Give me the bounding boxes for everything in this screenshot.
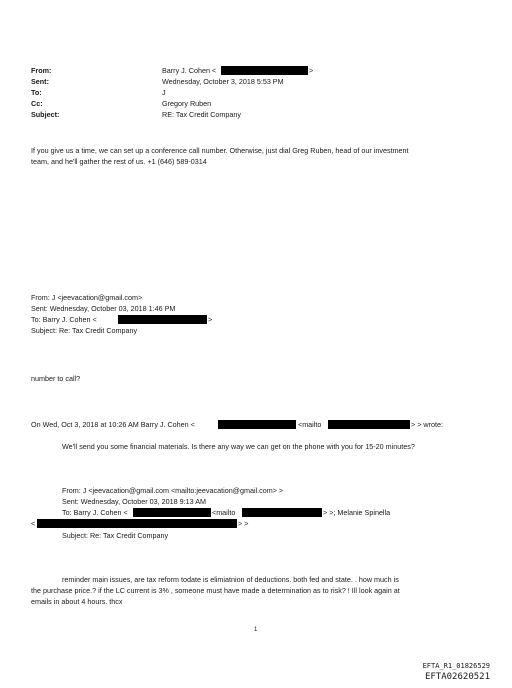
redaction-block <box>133 508 211 517</box>
body1-line1: If you give us a time, we can set up a conference call number. Otherwise, just dial Greg Ruben, head of our investment <box>31 146 409 155</box>
quoted2-mailto: <mailto <box>212 508 236 517</box>
body2-line3: emails in about 4 hours. thcx <box>31 597 123 606</box>
footer-id-1: EFTA_R1_01826529 <box>422 662 490 670</box>
quoted1-sent: Sent: Wednesday, October 03, 2018 1:46 PM <box>31 304 176 313</box>
page-number: 1 <box>254 627 258 633</box>
wrote-prefix: On Wed, Oct 3, 2018 at 10:26 AM Barry J. Cohen < <box>31 420 195 429</box>
body2-line2: the purchase price.? if the LC current is 3% , someone must have made a determination as to risk? ! Ill look again at <box>31 586 400 595</box>
wrote-suffix: > > wrote: <box>411 420 443 429</box>
redaction-block <box>242 508 322 517</box>
cc-label: Cc: <box>31 99 43 108</box>
quoted2-to-suffix: > >; Melanie Spinella <box>323 508 391 517</box>
from-label: From: <box>31 66 52 75</box>
cc-value: Gregory Ruben <box>162 99 212 108</box>
quoted1-to-end: > <box>208 315 213 324</box>
redaction-block <box>218 420 296 429</box>
redaction-block <box>328 420 410 429</box>
sent-value: Wednesday, October 3, 2018 5:53 PM <box>162 77 284 86</box>
redaction-block <box>221 66 308 75</box>
sent-label: Sent: <box>31 77 49 86</box>
quoted2-cont-prefix: < <box>31 519 36 528</box>
subject-label: Subject: <box>31 110 60 119</box>
from-value <box>162 66 216 75</box>
quoted2-cont-suffix: > > <box>238 519 249 528</box>
to-value: J <box>162 88 166 97</box>
quoted1-subject: Subject: Re: Tax Credit Company <box>31 326 138 335</box>
quoted1-to: To: Barry J. Cohen < <box>31 315 97 324</box>
quoted1-from: From: J <jeevacation@gmail.com> <box>31 293 143 302</box>
from-name: Barry J. Cohen < <box>162 66 217 75</box>
redaction-block <box>37 519 237 528</box>
quoted2-to: To: Barry J. Cohen < <box>62 508 128 517</box>
from-end: > <box>309 66 314 75</box>
body1-line2: team, and he'll gather the rest of us. +1 (646) 589-0314 <box>31 157 207 166</box>
subject-value: RE: Tax Credit Company <box>162 110 241 119</box>
redaction-block <box>118 315 207 324</box>
quoted1-body: number to call? <box>31 374 81 383</box>
to-label: To: <box>31 88 42 97</box>
wrote-mailto: <mailto <box>298 420 322 429</box>
footer-id-2: EFTA02620521 <box>424 672 490 682</box>
quoted-message: We'll send you some financial materials. Is there any way we can get on the phone with you for 15-20 minutes? <box>62 442 415 451</box>
body2-line1: reminder main issues, are tax reform todate is elimiatnion of deductions. both fed and state. . how much is <box>62 575 399 584</box>
quoted2-sent: Sent: Wednesday, October 03, 2018 9:13 AM <box>62 497 206 506</box>
quoted2-from: From: J <jeevacation@gmail.com <mailto:jeevacation@gmail.com> > <box>62 486 284 495</box>
quoted2-subject: Subject: Re: Tax Credit Company <box>62 531 169 540</box>
